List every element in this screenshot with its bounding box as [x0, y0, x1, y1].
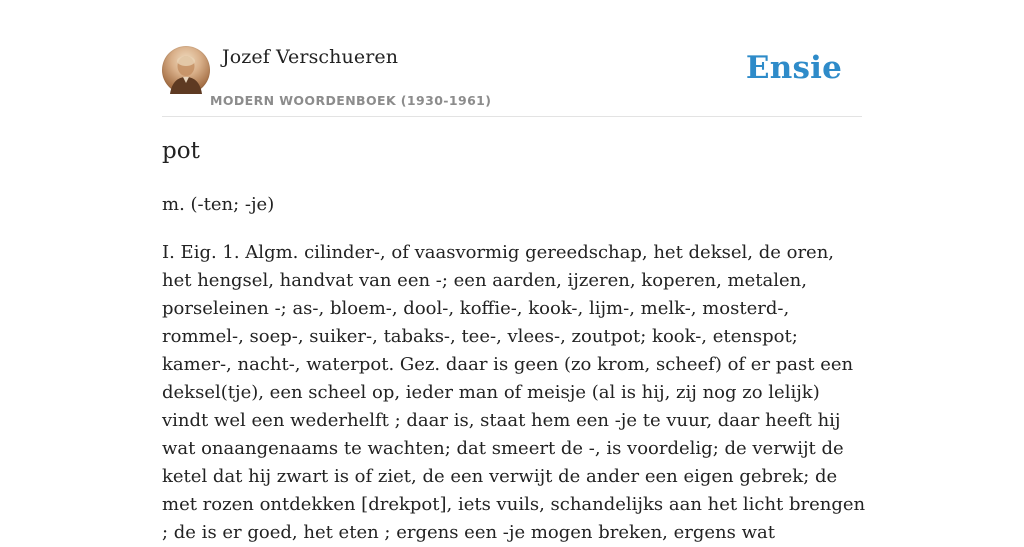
entry-grammar: m. (-ten; -je): [162, 194, 275, 215]
portrait-icon: [162, 46, 210, 94]
entry-term: pot: [162, 138, 200, 164]
entry-definition: I. Eig. 1. Algm. cilinder-, of vaasvormig gereedschap, het deksel, de oren, het hengsel, handvat van een -; een aarden, ijzeren, koperen, metalen, porseleinen -; as-, bloem-, dool-, koffie-, kook-, lijm-, melk-, mosterd-, rommel-, soep-, suiker-, tabaks-, tee-, vlees-, zoutpot; kook-, etenspot; kamer-, nacht-, waterpot. Gez. daar is geen (zo krom, scheef) of er past een deksel(tje), een scheel op, ieder man of meisje (al is hij, zij nog zo lelijk) vindt wel een wederhelft ; daar is, staat hem een -je te vuur, daar heeft hij wat onaangenaams te wachten; dat smeert de -, is voordelig; de verwijt de ketel dat hij zwart is of ziet, de een verwijt de ander een eigen gebrek; de met rozen ontdekken [drekpot], iets vuils, schandelijks aan het licht brengen ; de is er goed, het eten ; ergens een -je mogen breken, ergens wat: [162, 242, 866, 543]
entry-header: [162, 46, 862, 117]
ensie-logo[interactable]: Ensie: [745, 50, 842, 86]
author-avatar[interactable]: [162, 46, 210, 94]
source-label[interactable]: MODERN WOORDENBOEK (1930-1961): [210, 93, 492, 108]
author-name[interactable]: Jozef Verschueren: [222, 46, 399, 68]
